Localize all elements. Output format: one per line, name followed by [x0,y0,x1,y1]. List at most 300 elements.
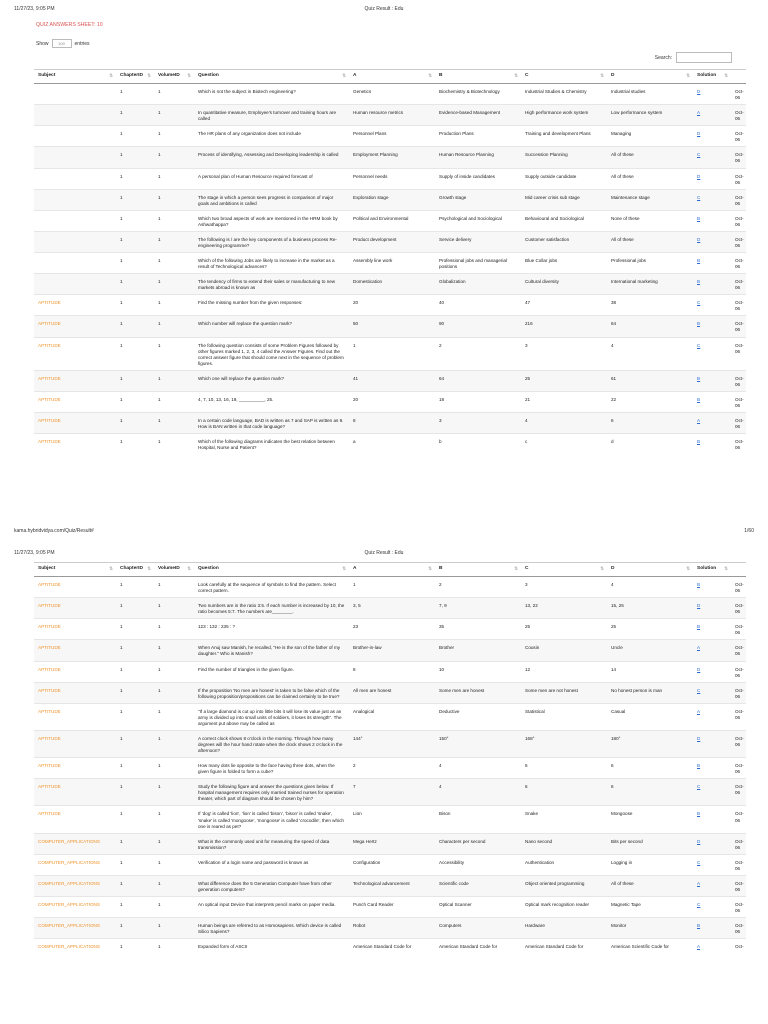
column-header-option-a[interactable] [349,563,435,577]
cell-option-c: Customer satisfaction [521,231,607,252]
cell-date: Oct-06 [731,253,746,274]
column-header-label: Subject [38,73,56,79]
cell-option-a: 20 [349,295,435,316]
cell-option-d: Managing [607,126,693,147]
cell-option-b: 150° [435,730,521,757]
column-header-subject[interactable] [34,70,116,84]
cell-option-c: Object oriented programming [521,875,607,896]
cell-option-c: 13, 22 [521,598,607,619]
cell-option-b: Professional jobs and managerial positions [435,253,521,274]
cell-option-b: Growth stage [435,189,521,210]
cell-date: Oct- [731,939,746,954]
table-row [34,231,746,252]
cell-option-c: 21 [521,391,607,412]
cell-option-c: Statistical [521,703,607,730]
cell-chapter-id: 1 [116,682,154,703]
column-header-volume-id[interactable] [154,70,194,84]
cell-solution[interactable]: C [693,189,731,210]
table-row [34,84,746,105]
cell-date: Oct-06 [731,413,746,434]
cell-question: What is the commonly used unit for measuring the speed of data transmission? [194,833,349,854]
column-header-label: Question [198,73,219,79]
cell-question: "If a large diamond is cut up into little bits it will lose its value just as an army is divided up into small units of soldiers, it loses its strength". The argument put above may be called as [194,703,349,730]
cell-option-a: All men are honest [349,682,435,703]
cell-option-a: 41 [349,370,435,391]
cell-option-c: 25 [521,370,607,391]
table-row [34,939,746,954]
column-header-question[interactable] [194,70,349,84]
cell-solution[interactable]: A [693,105,731,126]
cell-question: Which is not the subject in Biotech engineering? [194,84,349,105]
cell-option-c: 3 [521,337,607,370]
cell-date: Oct-06 [731,189,746,210]
column-header-label: Subject [38,566,56,572]
cell-volume-id: 1 [154,897,194,918]
cell-solution[interactable]: D [693,730,731,757]
sort-arrows-icon: ⇅ [724,566,728,571]
column-header-volume-id[interactable] [154,563,194,577]
cell-date: Oct-06 [731,918,746,939]
cell-subject: APTITUDE [34,682,116,703]
answers-table [34,562,746,953]
cell-solution[interactable]: C [693,854,731,875]
sort-arrows-icon: ⇅ [600,566,604,571]
cell-chapter-id: 1 [116,661,154,682]
cell-option-a: 2 [349,758,435,779]
cell-option-a: Personnel Plans [349,126,435,147]
cell-solution[interactable]: C [693,779,731,806]
cell-option-c: 216 [521,316,607,337]
cell-subject: APTITUDE [34,413,116,434]
cell-option-a: 50 [349,316,435,337]
cell-option-d: All of these [607,231,693,252]
cell-question: Which one will replace the question mark? [194,370,349,391]
cell-option-d: 64 [607,316,693,337]
cell-option-b: 2 [435,337,521,370]
cell-solution[interactable]: B [693,758,731,779]
cell-option-c: Nano second [521,833,607,854]
cell-volume-id: 1 [154,939,194,954]
cell-option-a: Configuration [349,854,435,875]
cell-date: Oct-06 [731,758,746,779]
cell-date: Oct-06 [731,875,746,896]
cell-option-d: 25 [607,619,693,640]
column-header-chapter-id[interactable] [116,563,154,577]
cell-solution[interactable]: B [693,370,731,391]
cell-solution[interactable]: C [693,897,731,918]
cell-solution[interactable]: A [693,703,731,730]
cell-chapter-id: 1 [116,168,154,189]
cell-solution[interactable]: B [693,918,731,939]
cell-option-c: Some men are not honest [521,682,607,703]
cell-solution[interactable]: A [693,939,731,954]
cell-volume-id: 1 [154,370,194,391]
cell-option-b: Characters per second [435,833,521,854]
cell-option-c: American Standard Code for [521,939,607,954]
cell-question: Find the missing number from the given responses: [194,295,349,316]
column-header-subject[interactable] [34,563,116,577]
cell-solution[interactable]: B [693,391,731,412]
cell-chapter-id: 1 [116,316,154,337]
cell-option-b: Optical Scanner [435,897,521,918]
cell-volume-id: 1 [154,253,194,274]
cell-question: What difference does the 5 Generation Computer have from other generation computers? [194,875,349,896]
column-header-option-a[interactable] [349,70,435,84]
table-row [34,168,746,189]
cell-option-d: 61 [607,370,693,391]
cell-question: 4, 7, 10, 13, 16, 19, __________, 25. [194,391,349,412]
cell-solution[interactable]: B [693,619,731,640]
cell-option-d: American Scientific Code for [607,939,693,954]
cell-option-c: 5 [521,758,607,779]
cell-volume-id: 1 [154,231,194,252]
cell-volume-id: 1 [154,598,194,619]
cell-question: 123 : 132 : 235 : ? [194,619,349,640]
column-header-option-c[interactable] [521,563,607,577]
cell-chapter-id: 1 [116,640,154,661]
cell-solution[interactable]: D [693,84,731,105]
search-label: Search: [654,54,672,61]
cell-option-d: Casual [607,703,693,730]
cell-option-c: Cultural diversity [521,274,607,295]
cell-option-b: Accessibility [435,854,521,875]
cell-solution[interactable]: D [693,833,731,854]
cell-option-b: Human Resource Planning [435,147,521,168]
cell-subject: APTITUDE [34,316,116,337]
cell-option-a: Exploration stage [349,189,435,210]
cell-option-a: 1 [349,337,435,370]
column-header-option-c[interactable] [521,70,607,84]
cell-option-b: 4 [435,779,521,806]
column-header-label: ChapterID [120,73,143,79]
search-control [655,52,732,63]
cell-option-c: 4 [521,413,607,434]
cell-chapter-id: 1 [116,274,154,295]
cell-chapter-id: 1 [116,703,154,730]
cell-option-b: b [435,434,521,455]
column-header-chapter-id[interactable] [116,70,154,84]
entries-label: entries [74,40,90,47]
cell-option-d: Mongoose [607,806,693,833]
sheet-title: QUIZ ANSWERS SHEET: 10 [36,22,103,28]
cell-option-d: 6 [607,413,693,434]
cell-subject: COMPUTER_APPLICATIONS [34,918,116,939]
cell-subject: APTITUDE [34,577,116,598]
sort-arrows-icon: ⇅ [428,73,432,78]
cell-chapter-id: 1 [116,854,154,875]
cell-solution[interactable]: B [693,434,731,455]
sort-arrows-icon: ⇅ [428,566,432,571]
cell-option-c: 168° [521,730,607,757]
cell-option-c: Mid career crisis sub stage [521,189,607,210]
cell-solution[interactable]: C [693,295,731,316]
column-header-solution[interactable] [693,70,731,84]
cell-option-a: Personnel needs [349,168,435,189]
cell-option-c: Training and development Plans [521,126,607,147]
cell-chapter-id: 1 [116,598,154,619]
cell-solution[interactable]: C [693,147,731,168]
cell-volume-id: 1 [154,703,194,730]
cell-solution[interactable]: B [693,210,731,231]
cell-chapter-id: 1 [116,897,154,918]
cell-chapter-id: 1 [116,253,154,274]
search-input[interactable] [676,52,732,63]
cell-solution[interactable]: B [693,253,731,274]
column-header-question[interactable] [194,563,349,577]
answers-table [34,69,746,454]
cell-solution[interactable]: D [693,126,731,147]
print-page-title: Quiz Result : Edu [364,550,404,556]
cell-date: Oct-06 [731,619,746,640]
column-header-label: Question [198,566,219,572]
table-row [34,703,746,730]
cell-option-c: Behavioural and Sociological [521,210,607,231]
sort-arrows-icon: ⇅ [342,566,346,571]
table-row [34,337,746,370]
cell-solution[interactable]: D [693,661,731,682]
cell-solution[interactable]: B [693,577,731,598]
sort-arrows-icon: ⇅ [147,73,151,78]
cell-date: Oct-06 [731,370,746,391]
cell-option-a: a [349,434,435,455]
sort-arrows-icon: ⇅ [109,566,113,571]
cell-question: Look carefully at the sequence of symbols to find the pattern. Select correct pattern. [194,577,349,598]
cell-solution[interactable]: D [693,598,731,619]
cell-volume-id: 1 [154,640,194,661]
cell-question: In quantitative measure, Employee's turnover and training hours are called [194,105,349,126]
column-header-label: A [353,73,357,79]
table-header-row [34,70,746,84]
cell-option-c: Blue Collar jobs [521,253,607,274]
cell-option-d: Maintenance stage [607,189,693,210]
column-header-option-b[interactable] [435,70,521,84]
cell-subject [34,210,116,231]
cell-subject: APTITUDE [34,337,116,370]
cell-volume-id: 1 [154,619,194,640]
show-label: Show [36,40,49,47]
cell-option-a: American Standard Code for [349,939,435,954]
cell-date: Oct-06 [731,806,746,833]
cell-date: Oct-06 [731,84,746,105]
column-header-label: Solution [697,566,717,572]
cell-solution[interactable]: C [693,682,731,703]
cell-volume-id: 1 [154,168,194,189]
cell-question: The stage in which a person sees progress in comparison of major goals and ambitions is called [194,189,349,210]
cell-subject: COMPUTER_APPLICATIONS [34,939,116,954]
cell-date: Oct-06 [731,833,746,854]
cell-option-b: American Standard Code for [435,939,521,954]
cell-subject: APTITUDE [34,806,116,833]
cell-option-d: All of these [607,875,693,896]
cell-chapter-id: 1 [116,210,154,231]
sort-arrows-icon: ⇅ [187,566,191,571]
cell-chapter-id: 1 [116,337,154,370]
cell-question: The HR plans of any organization does not include [194,126,349,147]
cell-solution[interactable]: D [693,231,731,252]
table-row [34,875,746,896]
cell-chapter-id: 1 [116,391,154,412]
cell-option-a: Political and Environmental [349,210,435,231]
cell-question: Two numbers are in the ratio 3:5. If each number is increased by 10, the ratio becomes 5:7. The numbers are________. [194,598,349,619]
cell-chapter-id: 1 [116,619,154,640]
cell-chapter-id: 1 [116,295,154,316]
column-header-label: VolumeID [158,73,180,79]
print-date: 11/27/23, 9:05 PM [14,6,55,12]
cell-date: Oct-06 [731,682,746,703]
cell-subject: COMPUTER_APPLICATIONS [34,854,116,875]
cell-option-b: 35 [435,619,521,640]
table-row [34,918,746,939]
cell-option-d: 6 [607,758,693,779]
cell-date: Oct-06 [731,598,746,619]
show-entries-control [36,39,90,48]
cell-subject [34,105,116,126]
cell-question: Verification of a login name and password is known as [194,854,349,875]
cell-option-b: Brother [435,640,521,661]
footer-url: kama.hybridvidya.com/Quiz/Result# [14,528,94,534]
cell-option-c: 12 [521,661,607,682]
cell-subject [34,189,116,210]
cell-option-a: Product development [349,231,435,252]
cell-volume-id: 1 [154,126,194,147]
cell-solution[interactable]: B [693,274,731,295]
cell-question: Which of the following diagrams indicates the best relation between Hospital, Nurse and Patient? [194,434,349,455]
cell-option-a: Assembly line work [349,253,435,274]
entries-select[interactable]: 100 [52,39,72,48]
cell-subject [34,168,116,189]
footer-page-number: 1/60 [744,528,754,534]
cell-option-a: Lion [349,806,435,833]
cell-question: Human beings are referred to as Homosapiens. Which device is called Silico Sapiens? [194,918,349,939]
sort-arrows-icon: ⇅ [109,73,113,78]
cell-solution[interactable]: D [693,168,731,189]
cell-date: Oct-06 [731,854,746,875]
cell-question: Study the following figure and answer the questions given below. If hospital management requires only married trained nurses for operation theater, which part of diagram should be chosen by him? [194,779,349,806]
cell-solution[interactable]: A [693,875,731,896]
column-header-label: Solution [697,73,717,79]
cell-chapter-id: 1 [116,105,154,126]
cell-option-b: Supply of inside candidates [435,168,521,189]
sort-arrows-icon: ⇅ [724,73,728,78]
cell-date: Oct-06 [731,640,746,661]
cell-subject: APTITUDE [34,758,116,779]
cell-option-d: 22 [607,391,693,412]
cell-option-c: Industrial Studies & Chemistry [521,84,607,105]
cell-date: Oct-06 [731,168,746,189]
cell-option-b: 10 [435,661,521,682]
cell-solution[interactable]: C [693,337,731,370]
table-row [34,682,746,703]
table-row [34,105,746,126]
cell-volume-id: 1 [154,854,194,875]
column-header-option-d[interactable] [607,70,693,84]
cell-volume-id: 1 [154,413,194,434]
cell-solution[interactable]: A [693,640,731,661]
cell-date: Oct-06 [731,703,746,730]
cell-solution[interactable]: B [693,316,731,337]
cell-volume-id: 1 [154,105,194,126]
cell-date: Oct-06 [731,730,746,757]
cell-date: Oct-06 [731,897,746,918]
cell-option-c: Authentication [521,854,607,875]
sort-arrows-icon: ⇅ [514,566,518,571]
cell-option-a: Employment Planning [349,147,435,168]
cell-option-a: Human resource metrics [349,105,435,126]
cell-option-b: Scientific code [435,875,521,896]
cell-volume-id: 1 [154,730,194,757]
cell-option-d: Bits per second [607,833,693,854]
column-header-solution[interactable] [693,563,731,577]
sort-arrows-icon: ⇅ [686,73,690,78]
cell-option-b: Computers [435,918,521,939]
cell-question: A correct clock shows 8 o'clock in the morning. Through how many degrees will the hour hand rotate when the clock shows 2 o'clock in the afternoon? [194,730,349,757]
cell-date: Oct-06 [731,577,746,598]
cell-solution[interactable]: B [693,806,731,833]
table-row [34,661,746,682]
cell-volume-id: 1 [154,577,194,598]
cell-chapter-id: 1 [116,126,154,147]
cell-option-d: None of these [607,210,693,231]
cell-option-a: Analogical [349,703,435,730]
table-row [34,274,746,295]
column-header-option-d[interactable] [607,563,693,577]
cell-volume-id: 1 [154,661,194,682]
print-page-title: Quiz Result : Edu [364,6,404,12]
cell-date: Oct-06 [731,337,746,370]
cell-volume-id: 1 [154,682,194,703]
column-header-label: C [525,73,529,79]
cell-date: Oct-06 [731,210,746,231]
cell-chapter-id: 1 [116,939,154,954]
cell-volume-id: 1 [154,918,194,939]
cell-option-d: 4 [607,337,693,370]
column-header-label: VolumeID [158,566,180,572]
cell-option-d: Magnetic Tape [607,897,693,918]
table-row [34,779,746,806]
cell-option-d: All of these [607,147,693,168]
table-row [34,391,746,412]
column-header-option-b[interactable] [435,563,521,577]
table-row [34,413,746,434]
cell-solution[interactable]: A [693,413,731,434]
cell-subject: COMPUTER_APPLICATIONS [34,897,116,918]
cell-volume-id: 1 [154,779,194,806]
table-row [34,577,746,598]
sort-arrows-icon: ⇅ [342,73,346,78]
cell-option-a: 3, 5 [349,598,435,619]
cell-subject: APTITUDE [34,661,116,682]
cell-volume-id: 1 [154,875,194,896]
table-row [34,434,746,455]
table-row [34,806,746,833]
column-header-label: B [439,73,443,79]
cell-volume-id: 1 [154,295,194,316]
cell-chapter-id: 1 [116,779,154,806]
cell-option-a: Technological advancement [349,875,435,896]
sort-arrows-icon: ⇅ [187,73,191,78]
cell-option-a: 7 [349,779,435,806]
cell-option-c: Snake [521,806,607,833]
cell-volume-id: 1 [154,274,194,295]
cell-question: Which two broad aspects of work are mentioned in the HRM book by Ashwathappa? [194,210,349,231]
cell-option-c: 3 [521,577,607,598]
cell-option-c: Hardware [521,918,607,939]
column-header-label: D [611,73,615,79]
cell-volume-id: 1 [154,434,194,455]
cell-option-d: 15, 25 [607,598,693,619]
cell-option-b: Biochemistry & Biotechnology [435,84,521,105]
cell-option-b: 3 [435,413,521,434]
